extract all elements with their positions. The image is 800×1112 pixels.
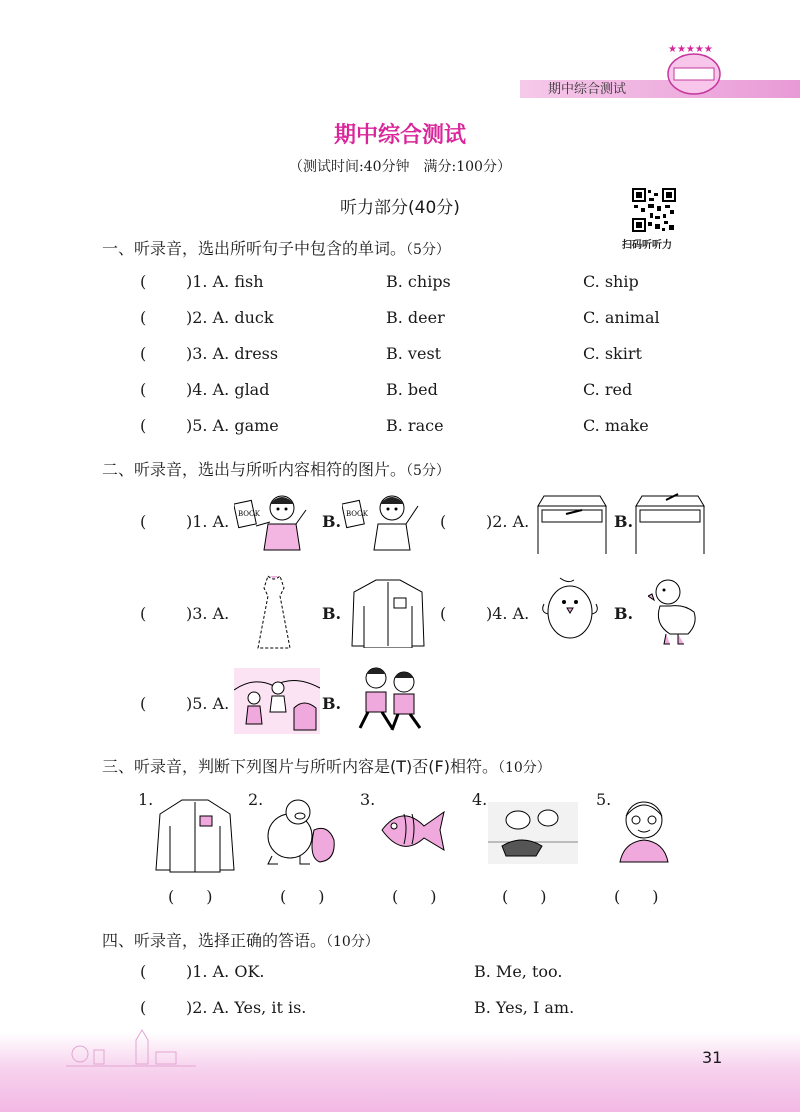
answer-blank[interactable]: ( ) [168,887,213,906]
answer-blank[interactable]: ( [140,380,147,399]
option-a: )4. A. glad [186,380,270,399]
answer-blank[interactable]: ( [140,416,147,435]
section-1-heading: 一、听录音，选出所听句子中包含的单词。（5分） [102,239,450,258]
desk-icon [536,486,608,556]
option-b: B. bed [386,380,438,399]
answer-blank[interactable]: ( [140,694,147,713]
answer-blank[interactable]: ( [140,604,147,623]
castle-decoration-icon [66,1024,196,1072]
children-playing-icon [234,668,320,734]
option-a: )2. A. Yes, it is. [186,998,307,1017]
answer-blank[interactable]: ( ) [502,887,547,906]
jacket-icon [350,576,426,648]
option-a: )1. A. fish [186,272,264,291]
page-subtitle: （测试时间:40分钟 满分:100分） [289,159,511,175]
item-number: 3. [360,790,376,809]
answer-blank[interactable]: ( [140,308,147,327]
qr-code-icon[interactable] [632,188,676,232]
shirt-icon [154,796,236,874]
grandpa-icon [614,796,674,864]
answer-blank[interactable]: ( [140,272,147,291]
item-number: 1. [138,790,154,809]
fish-icon [380,804,446,854]
option-b: B. [614,604,634,623]
option-b: B. [614,512,634,531]
option-b: B. deer [386,308,445,327]
svg-text:BOOK: BOOK [346,510,368,518]
svg-text:★★★★★: ★★★★★ [668,44,713,55]
option-a: )3. A. [186,604,230,623]
page-title: 期中综合测试 [333,123,466,148]
pig-icon [264,796,338,866]
item-number: 4. [472,790,488,809]
answer-blank[interactable]: ( [440,512,447,531]
answer-blank[interactable]: ( ) [280,887,325,906]
chick-icon [540,574,600,644]
option-c: C. skirt [583,344,642,363]
option-b: B. race [386,416,444,435]
option-b: B. [322,604,342,623]
item-number: 5. [596,790,612,809]
option-b: B. vest [386,344,442,363]
option-c: C. red [583,380,633,399]
option-b: B. [322,694,342,713]
qr-label: 扫码听听力 [622,240,672,251]
desk-icon [634,486,706,556]
header-label: 期中综合测试 [548,82,627,97]
page-number: 31 [702,1048,723,1067]
option-a: )5. A. [186,694,230,713]
section-4-heading: 四、听录音，选择正确的答语。（10分） [102,931,379,950]
option-b: B. Me, too. [474,962,563,981]
option-a: )4. A. [486,604,530,623]
answer-blank[interactable]: ( [140,998,147,1017]
answer-blank[interactable]: ( [440,604,447,623]
option-a: )2. A. duck [186,308,274,327]
option-a: )2. A. [486,512,530,531]
answer-blank[interactable]: ( [140,344,147,363]
option-c: C. make [583,416,649,435]
option-c: C. animal [583,308,660,327]
section-2-heading: 二、听录音，选出与所听内容相符的图片。（5分） [102,460,450,479]
boy-with-book-icon [234,490,314,552]
option-a: )5. A. game [186,416,279,435]
svg-text:BOOK: BOOK [238,510,260,518]
section-3-heading: 三、听录音，判断下列图片与所听内容是(T)否(F)相符。（10分） [102,757,551,776]
answer-blank[interactable]: ( ) [614,887,659,906]
part-title: 听力部分(40分) [340,198,460,218]
option-b: B. [322,512,342,531]
duckling-icon [648,574,700,646]
option-a: )1. A. OK. [186,962,265,981]
star-badge-icon [664,40,724,96]
animals-icon [488,802,578,864]
option-b: B. Yes, I am. [474,998,575,1017]
option-b: B. chips [386,272,451,291]
boy-with-book-icon [342,490,424,552]
dress-icon [252,572,296,652]
option-c: C. ship [583,272,639,291]
option-a: )1. A. [186,512,230,531]
item-number: 2. [248,790,264,809]
option-a: )3. A. dress [186,344,279,363]
answer-blank[interactable]: ( [140,512,147,531]
answer-blank[interactable]: ( [140,962,147,981]
answer-blank[interactable]: ( ) [392,887,437,906]
boys-running-icon [346,664,426,734]
